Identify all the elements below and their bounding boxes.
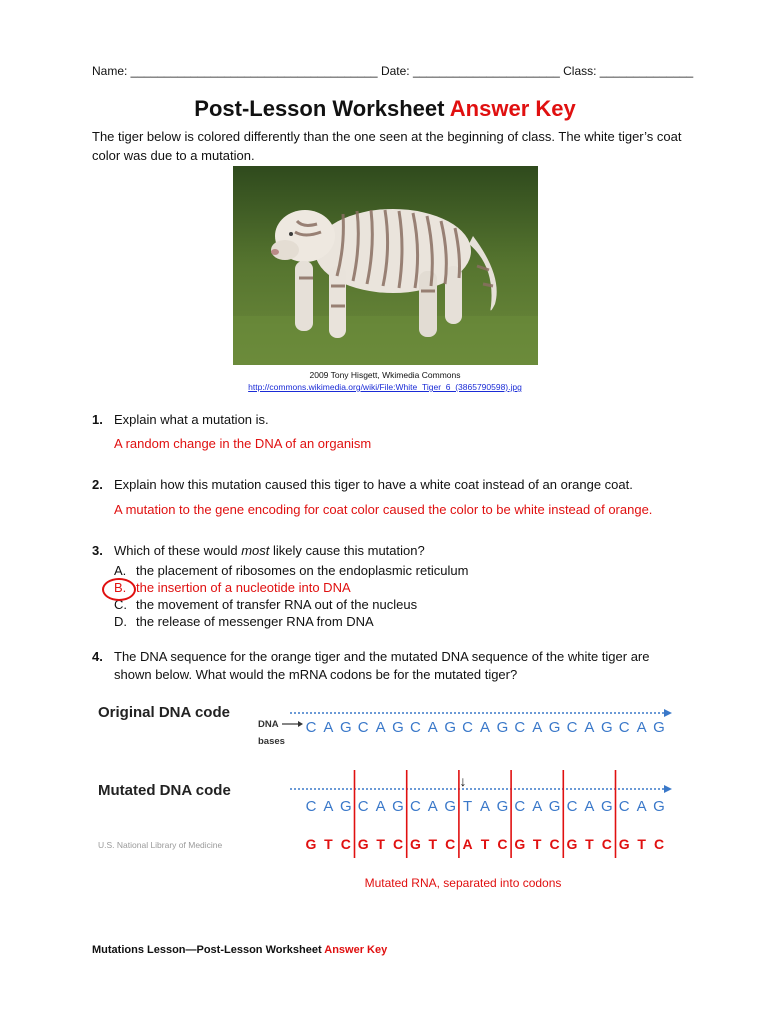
credit-line: 2009 Tony Hisgett, Wkimedia Commons: [309, 370, 461, 380]
rna-base: G: [305, 836, 317, 852]
question-number: 3.: [92, 543, 103, 558]
mutated-dna-label: Mutated DNA code: [98, 782, 231, 799]
bases-label: bases: [258, 736, 285, 747]
original-base: G: [339, 719, 352, 736]
original-base: G: [444, 719, 457, 736]
mutated-base: G: [653, 798, 665, 815]
question-text: Explain what a mutation is.: [114, 412, 269, 427]
original-base: C: [357, 719, 369, 736]
original-base: A: [532, 719, 543, 736]
rna-base: G: [566, 836, 578, 852]
title-answer-key: Answer Key: [449, 96, 576, 121]
mutated-base: A: [636, 798, 647, 815]
mutated-base: G: [496, 798, 509, 815]
rna-base: C: [392, 836, 404, 852]
rna-base: T: [376, 836, 385, 852]
original-base: G: [548, 719, 561, 736]
mutated-base: A: [532, 798, 543, 815]
mutated-base: C: [305, 798, 317, 815]
rna-base: T: [428, 836, 438, 852]
rna-base: G: [618, 836, 630, 852]
question-text: Explain how this mutation caused this tiger to have a white coat instead of an orange coat.: [114, 477, 633, 492]
option-a: A. the placement of ribosomes on the endoplasmic reticulum: [114, 563, 469, 578]
question-text: The DNA sequence for the orange tiger and the mutated DNA sequence of the white tiger are shown below. What would the mRNA codons be for the mutated tiger?: [114, 649, 650, 682]
rna-base: C: [497, 836, 508, 852]
original-base: C: [305, 719, 317, 736]
rna-base: T: [480, 836, 490, 852]
original-base: G: [392, 719, 404, 736]
title-main: Post-Lesson Worksheet: [194, 96, 445, 121]
mutated-base: G: [600, 798, 613, 815]
rna-base: T: [532, 836, 542, 852]
answer-circle: [102, 578, 136, 601]
mutated-base: G: [392, 798, 404, 815]
option-b-correct: B. the insertion of a nucleotide into DNA: [114, 580, 351, 595]
mutated-base: C: [409, 798, 421, 815]
original-base: G: [496, 719, 509, 736]
original-base: C: [566, 719, 578, 736]
footer-main: Mutations Lesson—Post-Lesson Worksheet: [92, 944, 325, 956]
original-base: G: [653, 719, 665, 736]
footer-answer-key: Answer Key: [324, 944, 388, 956]
rna-base: T: [324, 836, 333, 852]
rna-base: A: [462, 836, 473, 852]
mutated-base: T: [463, 798, 473, 815]
original-base: A: [323, 719, 334, 736]
rna-base: C: [340, 836, 351, 852]
question-text: Which of these would most likely cause this mutation?: [114, 543, 425, 558]
mutated-base: G: [339, 798, 352, 815]
original-base: A: [427, 719, 438, 736]
dna-pointer-label: DNA: [258, 719, 279, 730]
footer: [92, 944, 387, 956]
mutated-base: G: [548, 798, 561, 815]
rna-caption: Mutated RNA, separated into codons: [364, 876, 562, 890]
original-base: A: [375, 719, 386, 736]
question-number: 2.: [92, 477, 103, 492]
mutated-base: A: [427, 798, 438, 815]
rna-base: G: [409, 836, 421, 852]
intro-paragraph: The tiger below is colored differently than the one seen at the beginning of class. The white tiger’s coat color was due to a mutation.: [92, 129, 682, 163]
original-base: C: [514, 719, 526, 736]
mutation-marker-arrow: ↓: [459, 773, 467, 789]
source-label: U.S. National Library of Medicine: [98, 840, 223, 850]
original-base: A: [584, 719, 595, 736]
dna-mutation-diagram: [92, 692, 682, 898]
rna-base: G: [514, 836, 526, 852]
header-fields: Name: _____________________________________ Date: ______________________ Class: ______________: [92, 64, 694, 78]
page-title: [0, 96, 770, 122]
mutated-base: C: [618, 798, 630, 815]
rna-base: C: [549, 836, 560, 852]
mutated-base: A: [479, 798, 491, 815]
mutated-base: A: [584, 798, 595, 815]
mutated-base: G: [444, 798, 457, 815]
mutated-base: C: [514, 798, 526, 815]
original-base: A: [636, 719, 647, 736]
mutated-base: C: [566, 798, 578, 815]
rna-base: T: [585, 836, 594, 852]
mutated-base: A: [375, 798, 386, 815]
answer-text: A random change in the DNA of an organism: [114, 436, 372, 451]
original-base: C: [409, 719, 421, 736]
option-c: C. the movement of transfer RNA out of the nucleus: [114, 597, 418, 612]
mutated-base: A: [323, 798, 334, 815]
rna-base: C: [653, 836, 665, 852]
credit-link[interactable]: http://commons.wikimedia.org/wiki/File:White_Tiger_6_(3865790598).jpg: [248, 382, 522, 392]
white-tiger-photo: [233, 166, 538, 365]
original-dna-label: Original DNA code: [98, 704, 230, 721]
rna-base: C: [445, 836, 456, 852]
option-d: D. the release of messenger RNA from DNA: [114, 614, 374, 629]
mutated-base: C: [357, 798, 369, 815]
question-number: 4.: [92, 649, 103, 664]
rna-base: T: [637, 836, 646, 852]
rna-base: G: [357, 836, 369, 852]
answer-text: A mutation to the gene encoding for coat color caused the color to be white instead of orange.: [114, 502, 653, 517]
rna-base: C: [601, 836, 612, 852]
photo-credit: [0, 369, 770, 393]
question-number: 1.: [92, 412, 103, 427]
original-base: A: [479, 719, 491, 736]
original-base: C: [618, 719, 630, 736]
original-base: G: [600, 719, 613, 736]
original-base: C: [462, 719, 474, 736]
